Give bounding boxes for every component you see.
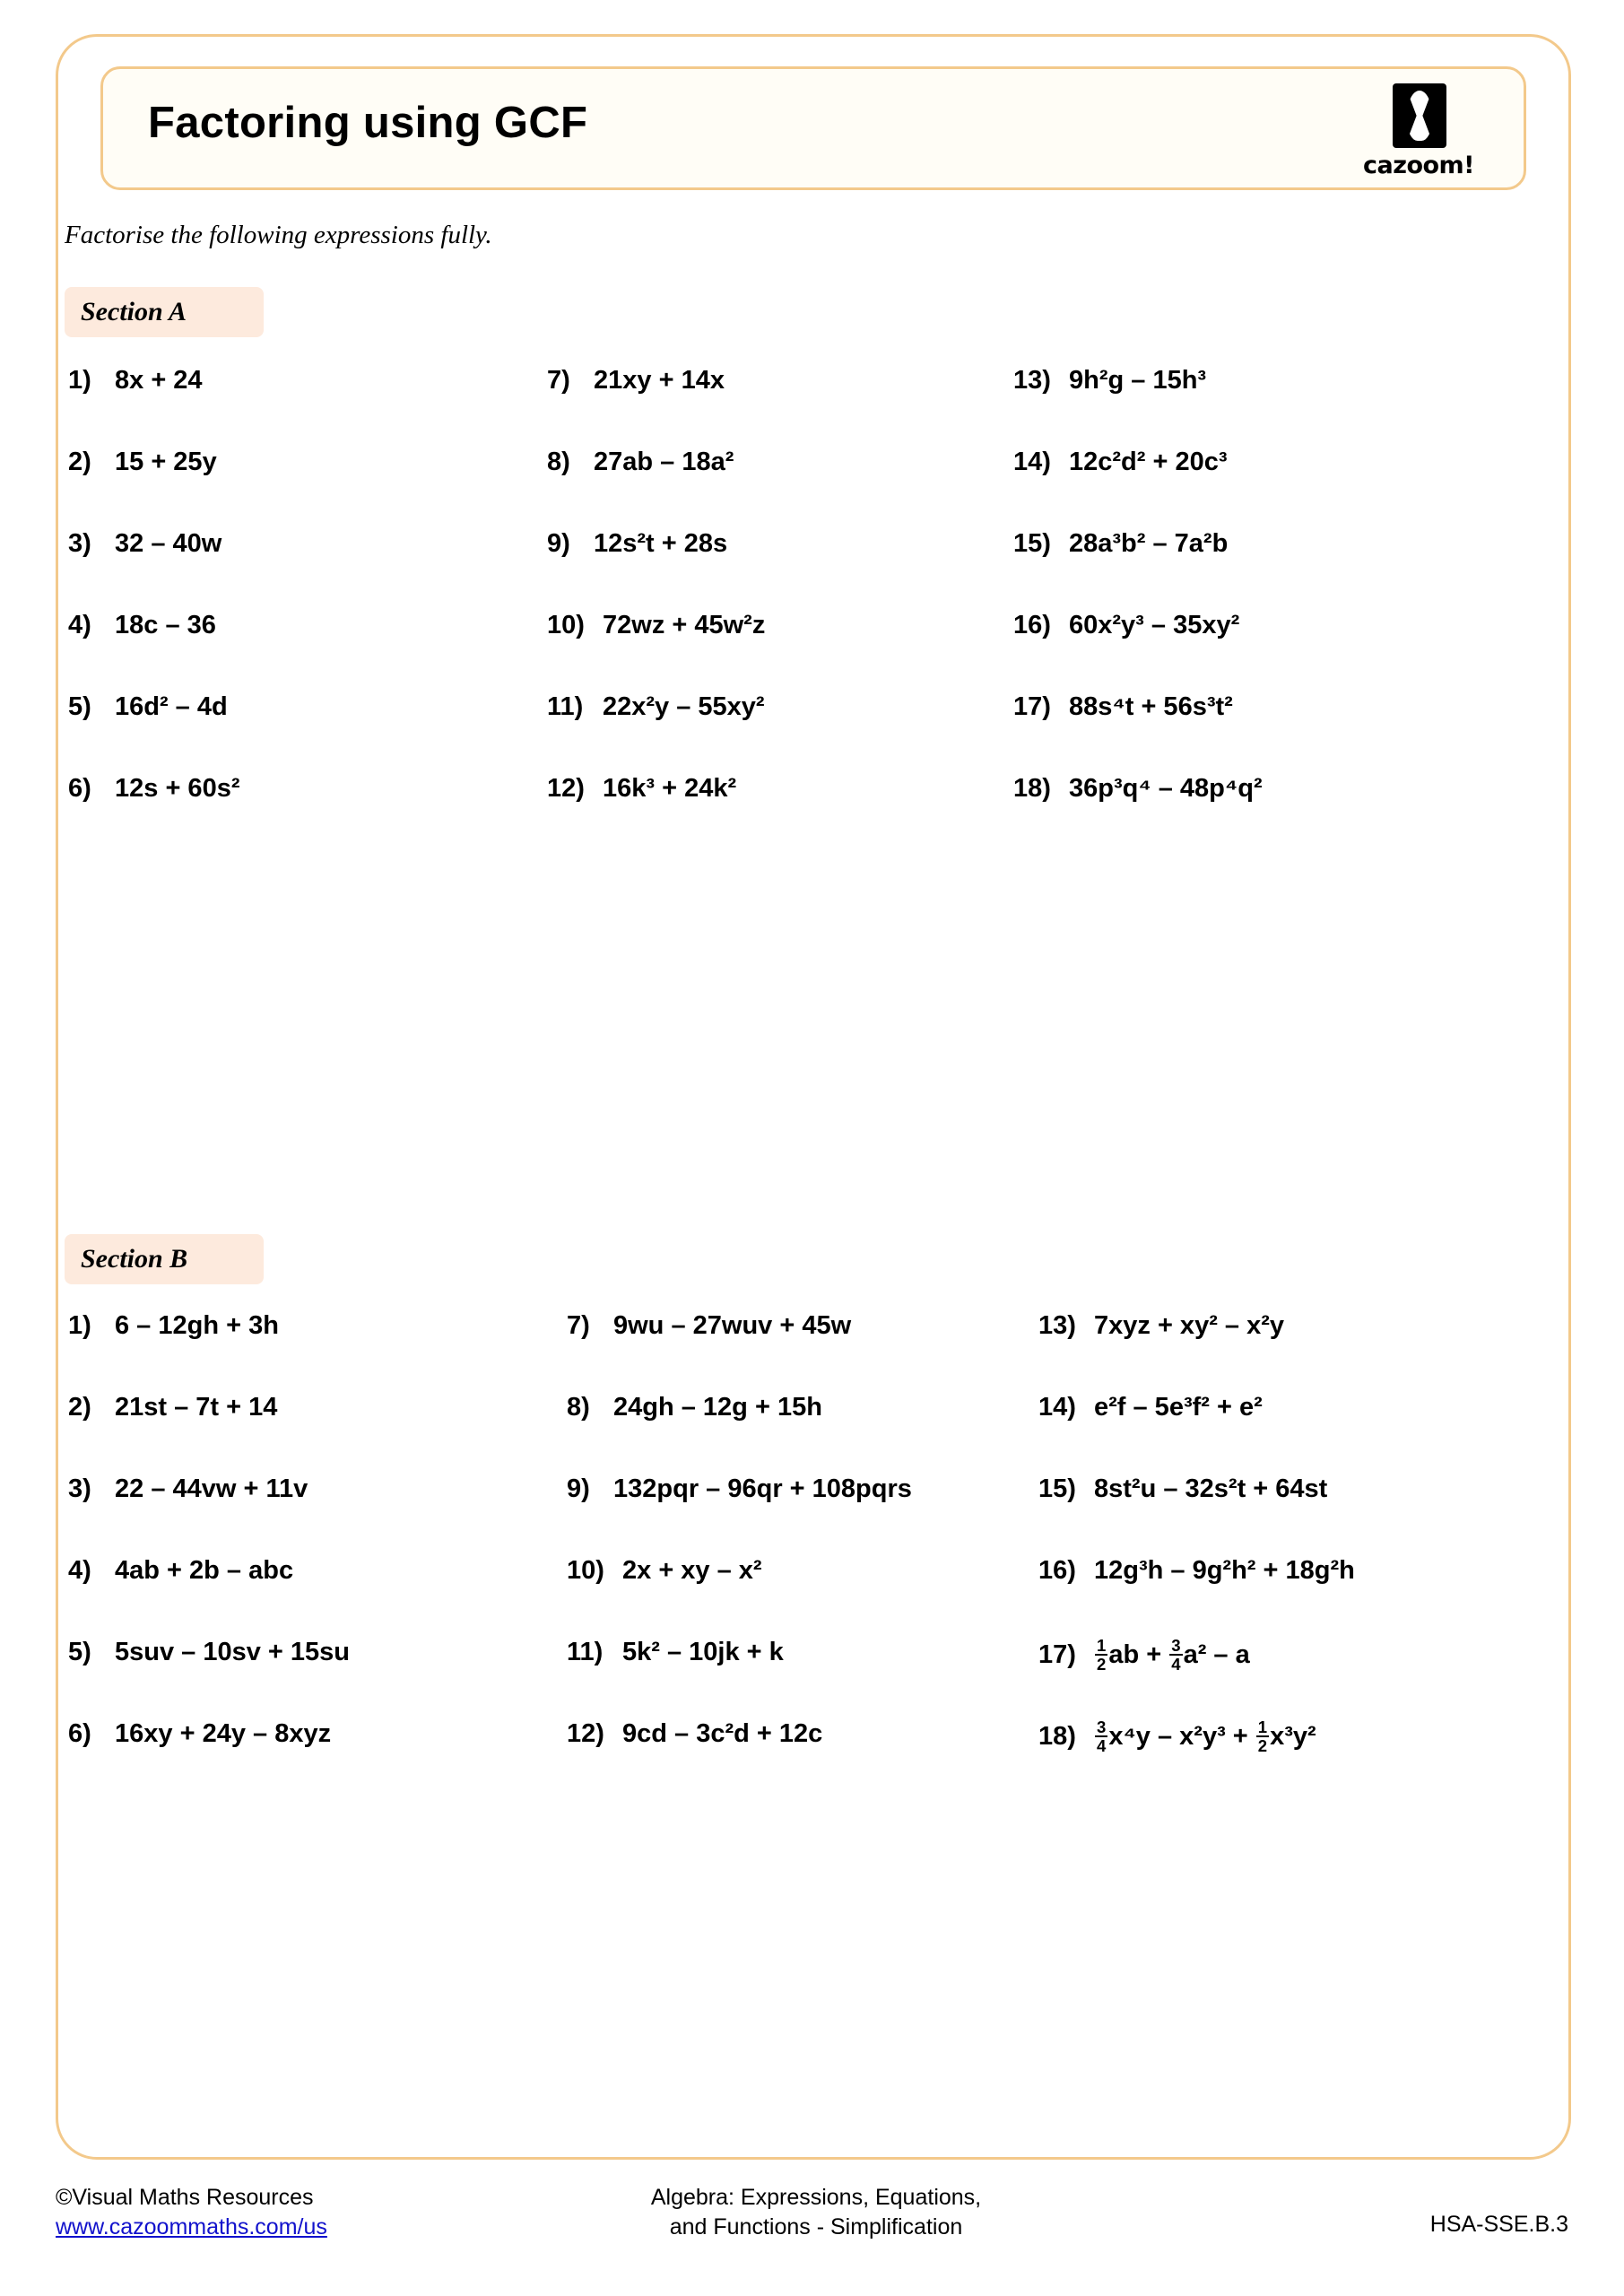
question-item: 7) 9wu – 27wuv + 45w [567, 1311, 852, 1340]
section-a-column-1 [68, 366, 552, 856]
question-item: 5) 16d² – 4d [68, 692, 228, 721]
question-item: 3) 22 – 44vw + 11v [68, 1474, 308, 1503]
question-item: 1) 8x + 24 [68, 366, 203, 395]
question-item: 11) 22x²y – 55xy² [547, 692, 765, 721]
footer-left [56, 2183, 327, 2242]
question-item: 18) $\frac{3}{4}$ x⁴y – x²y³ + $\frac{1}{2}$ x³y² [1038, 1718, 1316, 1756]
question-item: 17) 88s⁴t + 56s³t² [1013, 692, 1233, 721]
question-item: 6) 12s + 60s² [68, 774, 240, 803]
section-b-column-2 [567, 1311, 1087, 1801]
title-box [100, 66, 1526, 190]
topic-line-1: Algebra: Expressions, Equations, [650, 2185, 982, 2210]
page-footer [0, 2183, 1624, 2291]
fraction-one-half: $\frac{1}{2}$ [1097, 1636, 1107, 1674]
question-item: 4) 4ab + 2b – abc [68, 1556, 294, 1585]
section-b-column-3 [1038, 1311, 1541, 1801]
question-item: 12) 16k³ + 24k² [547, 774, 737, 803]
question-item: 16) 12g³h – 9g²h² + 18g²h [1038, 1556, 1355, 1585]
section-a-tab [65, 287, 264, 337]
cazoom-hourglass-icon [1393, 83, 1446, 148]
question-item: 8) 27ab – 18a² [547, 448, 734, 476]
fraction-three-quarters: $\frac{3}{4}$ [1171, 1636, 1181, 1674]
sheet-content [56, 34, 1571, 2160]
question-item: 9) 12s²t + 28s [547, 529, 728, 558]
question-item: 10) 72wz + 45w²z [547, 611, 766, 639]
question-item: 4) 18c – 36 [68, 611, 216, 639]
instruction-text: Factorise the following expressions fully. [65, 221, 492, 249]
question-item: 16) 60x²y³ – 35xy² [1013, 611, 1240, 639]
question-item: 11) 5k² – 10jk + k [567, 1638, 784, 1666]
cazoom-logo [1342, 82, 1495, 182]
section-a-column-3 [1013, 366, 1498, 856]
section-a-column-2 [547, 366, 1031, 856]
question-item: 14) e²f – 5e³f² + e² [1038, 1393, 1263, 1422]
section-b-label: Section B [81, 1244, 188, 1274]
question-item: 7) 21xy + 14x [547, 366, 725, 395]
question-item: 3) 32 – 40w [68, 529, 222, 558]
fraction-one-half: $\frac{1}{2}$ [1257, 1718, 1268, 1756]
question-item: 8) 24gh – 12g + 15h [567, 1393, 822, 1422]
question-item: 12) 9cd – 3c²d + 12c [567, 1719, 823, 1748]
question-item: 15) 8st²u – 32s²t + 64st [1038, 1474, 1328, 1503]
question-item: 2) 15 + 25y [68, 448, 217, 476]
question-item: 2) 21st – 7t + 14 [68, 1393, 278, 1422]
website-link[interactable]: www.cazoommaths.com/us [56, 2214, 327, 2239]
question-item: 9) 132pqr – 96qr + 108pqrs [567, 1474, 912, 1503]
question-item: 17) $\frac{1}{2}$ ab + $\frac{3}{4}$ a² – a [1038, 1636, 1250, 1674]
copyright-text: ©Visual Maths Resources [56, 2185, 314, 2210]
standard-code: HSA-SSE.B.3 [1429, 2212, 1568, 2237]
question-item: 15) 28a³b² – 7a²b [1013, 529, 1229, 558]
question-item: 6) 16xy + 24y – 8xyz [68, 1719, 332, 1748]
question-item: 14) 12c²d² + 20c³ [1013, 448, 1228, 476]
question-item: 13) 9h²g – 15h³ [1013, 366, 1207, 395]
question-item: 13) 7xyz + xy² – x²y [1038, 1311, 1285, 1340]
question-item: 1) 6 – 12gh + 3h [68, 1311, 279, 1340]
footer-topic [538, 2183, 1094, 2242]
section-a-label: Section A [81, 297, 187, 326]
question-item: 18) 36p³q⁴ – 48p⁴q² [1013, 774, 1263, 803]
topic-line-2: and Functions - Simplification [669, 2214, 963, 2239]
fraction-three-quarters: $\frac{3}{4}$ [1097, 1718, 1107, 1756]
section-b-column-1 [68, 1311, 570, 1801]
page-title: Factoring using GCF [148, 99, 588, 147]
logo-wordmark: cazoom! [1363, 152, 1474, 179]
question-item: 5) 5suv – 10sv + 15su [68, 1638, 351, 1666]
question-item: 10) 2x + xy – x² [567, 1556, 762, 1585]
section-b-tab [65, 1234, 264, 1284]
